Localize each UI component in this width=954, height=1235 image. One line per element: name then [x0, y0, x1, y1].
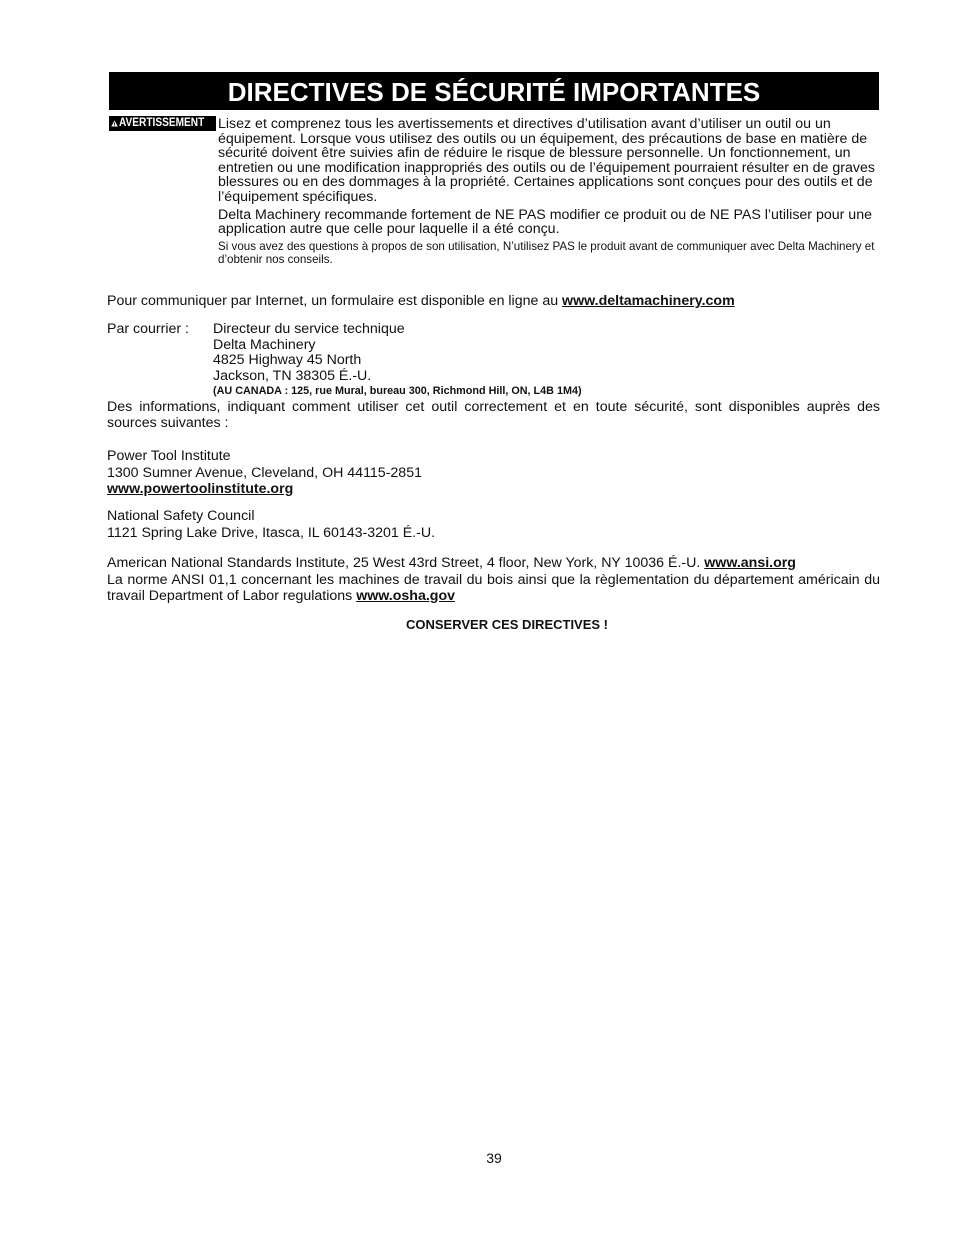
- pti-address: 1300 Sumner Avenue, Cleveland, OH 44115-2851: [107, 464, 422, 481]
- conserve-notice: CONSERVER CES DIRECTIVES !: [405, 617, 609, 632]
- mail-label: Par courrier :: [107, 321, 189, 337]
- pti-link[interactable]: www.powertoolinstitute.org: [107, 481, 294, 497]
- warning-badge-label: AVERTISSEMENT: [119, 117, 205, 129]
- page-title: DIRECTIVES DE SÉCURITÉ IMPORTANTES: [109, 72, 879, 110]
- page-number: 39: [486, 1150, 502, 1166]
- warning-paragraph-3: Si vous avez des questions à propos de son utilisation, N’utilisez PAS le produit avant de communiquer avec Delta Machinery et d’obtenir nos conseils.: [218, 239, 875, 266]
- warning-paragraph-2: Delta Machinery recommande fortement de NE PAS modifier ce produit ou de NE PAS l’utiliser pour une application autre que celle pour laquelle il a été conçu.: [218, 206, 872, 238]
- osha-text: La norme ANSI 01,1 concernant les machines de travail du bois ainsi que la règlementation du département américain du travail Department of Labor regulations: [107, 572, 880, 604]
- mail-address: [213, 322, 582, 399]
- pti-name: Power Tool Institute: [107, 448, 231, 464]
- mail-line: Delta Machinery: [213, 336, 316, 353]
- nsc-block: [107, 508, 880, 542]
- ansi-link[interactable]: www.ansi.org: [704, 555, 796, 571]
- osha-link[interactable]: www.osha.gov: [356, 587, 456, 604]
- mail-line: Directeur du service technique: [213, 321, 405, 337]
- ansi-block: [107, 556, 880, 572]
- mail-line: Jackson, TN 38305 É.-U.: [213, 367, 372, 384]
- pti-block: [107, 448, 880, 498]
- canada-address: (AU CANADA : 125, rue Mural, bureau 300, Richmond Hill, ON, L4B 1M4): [213, 385, 582, 397]
- warning-badge: [109, 116, 216, 131]
- sources-intro-text: Des informations, indiquant comment utiliser cet outil correctement et en toute sécurité, sont disponibles auprès des sources suivantes :: [107, 399, 880, 431]
- internet-text: Pour communiquer par Internet, un formulaire est disponible en ligne au: [107, 293, 563, 309]
- sources-intro: [107, 400, 880, 431]
- warning-text: [218, 117, 880, 266]
- osha-block: [107, 573, 880, 604]
- warning-triangle-icon: [111, 117, 118, 130]
- ansi-text: American National Standards Institute, 25 West 43rd Street, 4 floor, New York, NY 10036 É.-U.: [107, 555, 705, 571]
- mail-line: 4825 Highway 45 North: [213, 352, 362, 368]
- internet-contact: [107, 294, 880, 310]
- nsc-address: 1121 Spring Lake Drive, Itasca, IL 60143-3201 É.-U.: [107, 525, 436, 541]
- nsc-name: National Safety Council: [107, 508, 255, 524]
- warning-paragraph-1: Lisez et comprenez tous les avertissements et directives d’utilisation avant d’utiliser un outil ou un équipement. Lorsque vous utilisez des outils ou un équipement, des précautions de base en matière de sécurité doivent être suivies afin de réduire le risque de blessure personnelle. Un fonctionnement, un entretien ou une modification inappropriés des outils ou de l’équipement pourraient résulter en de graves blessures ou en des dommages à la propriété. Certaines applications sont conçues pour des outils et de l’équipement spécifiques.: [218, 116, 875, 205]
- deltamachinery-link[interactable]: www.deltamachinery.com: [562, 293, 735, 309]
